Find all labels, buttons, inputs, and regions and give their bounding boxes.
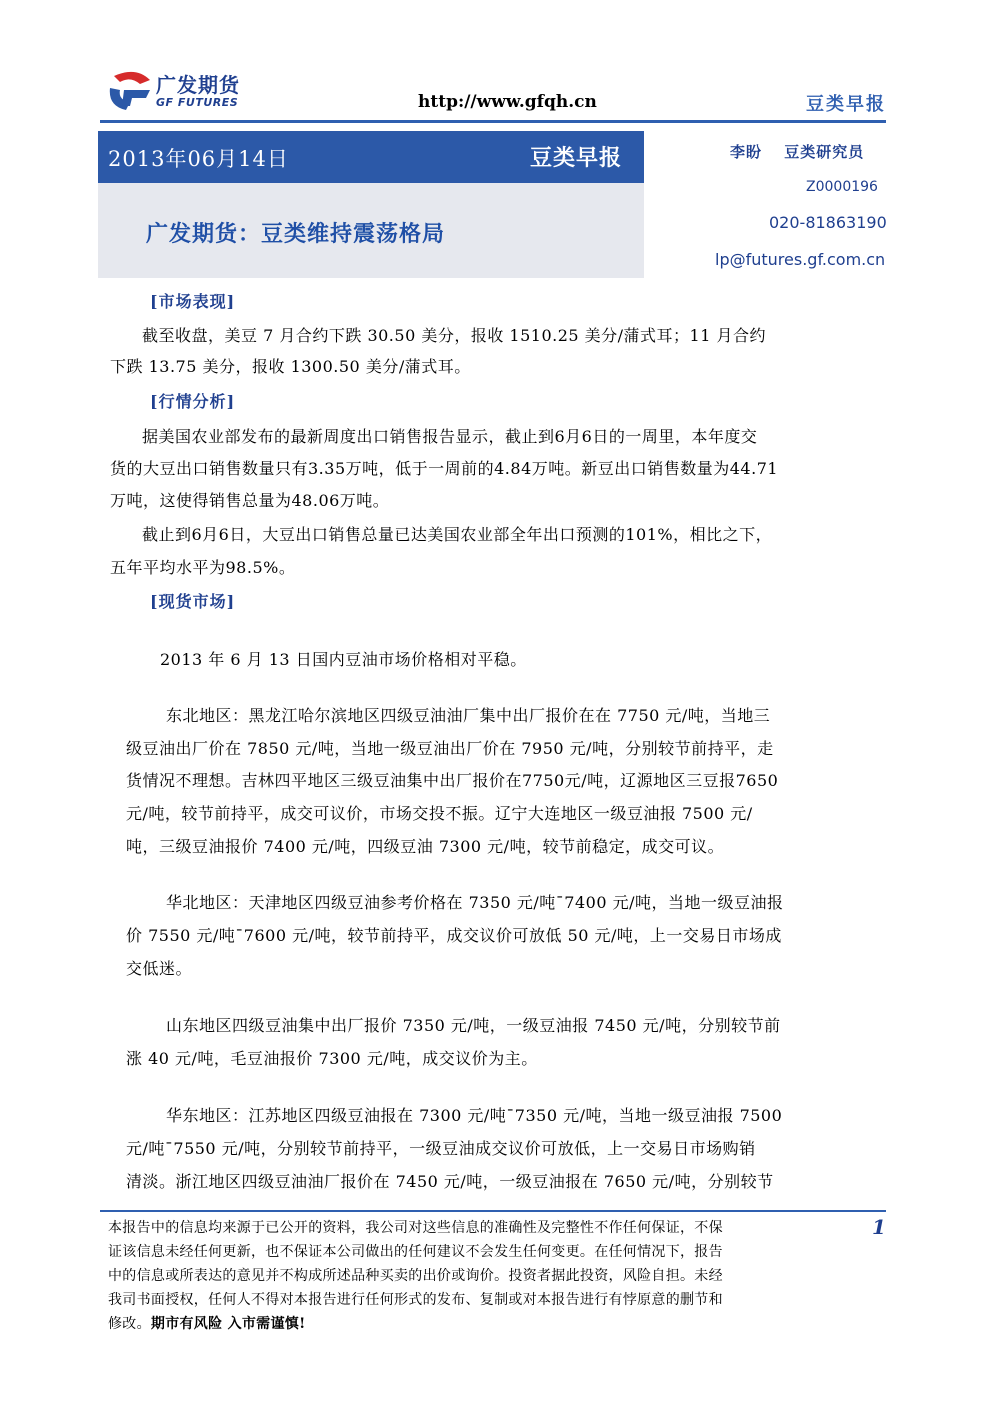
analyst-email[interactable]: lp@futures.gf.com.cn bbox=[715, 250, 886, 269]
section-market-analysis: [行情分析] bbox=[150, 392, 236, 411]
section-spot-market: [现货市场] bbox=[150, 592, 236, 611]
paragraph-line: 东北地区：黑龙江哈尔滨地区四级豆油油厂集中出厂报价在在 7750 元/吨，当地三 bbox=[166, 706, 771, 725]
paragraph-line: 级豆油出厂价在 7850 元/吨，当地一级豆油出厂价在 7950 元/吨，分别较节前持平，走 bbox=[126, 739, 774, 758]
logo-english-name: GF FUTURES bbox=[156, 96, 239, 109]
section-market-performance: [市场表现] bbox=[150, 292, 236, 311]
paragraph-line: 吨，三级豆油报价 7400 元/吨，四级豆油 7300 元/吨，较节前稳定，成交可议。 bbox=[126, 837, 725, 856]
banner-report-type: 豆类早报 bbox=[530, 145, 623, 171]
paragraph-line: 华北地区：天津地区四级豆油参考价格在 7350 元/吨¯7400 元/吨，当地一级豆油报 bbox=[166, 893, 784, 912]
analyst-phone: 020-81863190 bbox=[769, 213, 887, 232]
paragraph-line: 截至收盘，美豆 7 月合约下跌 30.50 美分，报收 1510.25 美分/蒲式耳；11 月合约 bbox=[142, 326, 767, 345]
paragraph-line: 五年平均水平为98.5%。 bbox=[110, 558, 296, 577]
paragraph-line: 货情况不理想。吉林四平地区三级豆油集中出厂报价在7750元/吨，辽源地区三豆报7650 bbox=[126, 771, 779, 790]
paragraph-line: 元/吨，较节前持平，成交可议价，市场交投不振。辽宁大连地区一级豆油报 7500 元/ bbox=[126, 804, 753, 823]
paragraph-line: 货的大豆出口销售数量只有3.35万吨，低于一周前的4.84万吨。新豆出口销售数量为44.71 bbox=[110, 459, 779, 478]
header-divider bbox=[100, 120, 886, 123]
analyst-name-title: 李盼 豆类研究员 bbox=[730, 143, 865, 161]
disclaimer-prefix: 修改。 bbox=[108, 1316, 151, 1332]
footer-divider bbox=[100, 1210, 886, 1212]
disclaimer-line: 我司书面授权，任何人不得对本报告进行任何形式的发布、复制或对本报告进行有悖原意的删节和 bbox=[108, 1292, 723, 1308]
page-number: 1 bbox=[872, 1215, 886, 1239]
report-headline: 广发期货：豆类维持震荡格局 bbox=[146, 221, 446, 247]
disclaimer-line: 中的信息或所表达的意见并不构成所述品种买卖的出价或询价。投资者据此投资，风险自担。未经 bbox=[108, 1268, 723, 1284]
disclaimer-line: 证该信息未经任何更新，也不保证本公司做出的任何建议不会发生任何变更。在任何情况下，报告 bbox=[108, 1244, 723, 1260]
disclaimer-last-line bbox=[108, 1313, 306, 1333]
analyst-license-id: Z0000196 bbox=[806, 179, 878, 195]
website-link[interactable]: http://www.gfqh.cn bbox=[418, 92, 597, 112]
paragraph-line: 华东地区：江苏地区四级豆油报在 7300 元/吨¯7350 元/吨，当地一级豆油报 7500 bbox=[166, 1106, 783, 1125]
paragraph-line: 据美国农业部发布的最新周度出口销售报告显示，截止到6月6日的一周里，本年度交 bbox=[142, 427, 758, 446]
paragraph-line: 清淡。浙江地区四级豆油油厂报价在 7450 元/吨，一级豆油报在 7650 元/吨，分别较节 bbox=[126, 1172, 774, 1191]
paragraph-line: 万吨，这使得销售总量为48.06万吨。 bbox=[110, 491, 390, 510]
paragraph-line: 交低迷。 bbox=[126, 959, 193, 978]
paragraph-line: 元/吨¯7550 元/吨，分别较节前持平，一级豆油成交议价可放低，上一交易日市场购销 bbox=[126, 1139, 756, 1158]
risk-warning: 期市有风险 入市需谨慎! bbox=[150, 1316, 306, 1332]
paragraph-line: 2013 年 6 月 13 日国内豆油市场价格相对平稳。 bbox=[160, 650, 527, 669]
paragraph-line: 涨 40 元/吨，毛豆油报价 7300 元/吨，成交议价为主。 bbox=[126, 1049, 538, 1068]
paragraph-line: 价 7550 元/吨¯7600 元/吨，较节前持平，成交议价可放低 50 元/吨，上一交易日市场成 bbox=[126, 926, 782, 945]
disclaimer-line: 本报告中的信息均来源于已公开的资料，我公司对这些信息的准确性及完整性不作任何保证，不保 bbox=[108, 1220, 723, 1236]
paragraph-line: 截止到6月6日，大豆出口销售总量已达美国农业部全年出口预测的101%，相比之下， bbox=[142, 525, 773, 544]
logo-chinese-name: 广发期货 bbox=[156, 73, 240, 97]
paragraph-line: 下跌 13.75 美分，报收 1300.50 美分/蒲式耳。 bbox=[110, 357, 471, 376]
paragraph-line: 山东地区四级豆油集中出厂报价 7350 元/吨，一级豆油报 7450 元/吨，分别较节前 bbox=[166, 1016, 781, 1035]
report-date: 2013年06月14日 bbox=[108, 147, 289, 171]
header-report-type: 豆类早报 bbox=[806, 94, 886, 115]
